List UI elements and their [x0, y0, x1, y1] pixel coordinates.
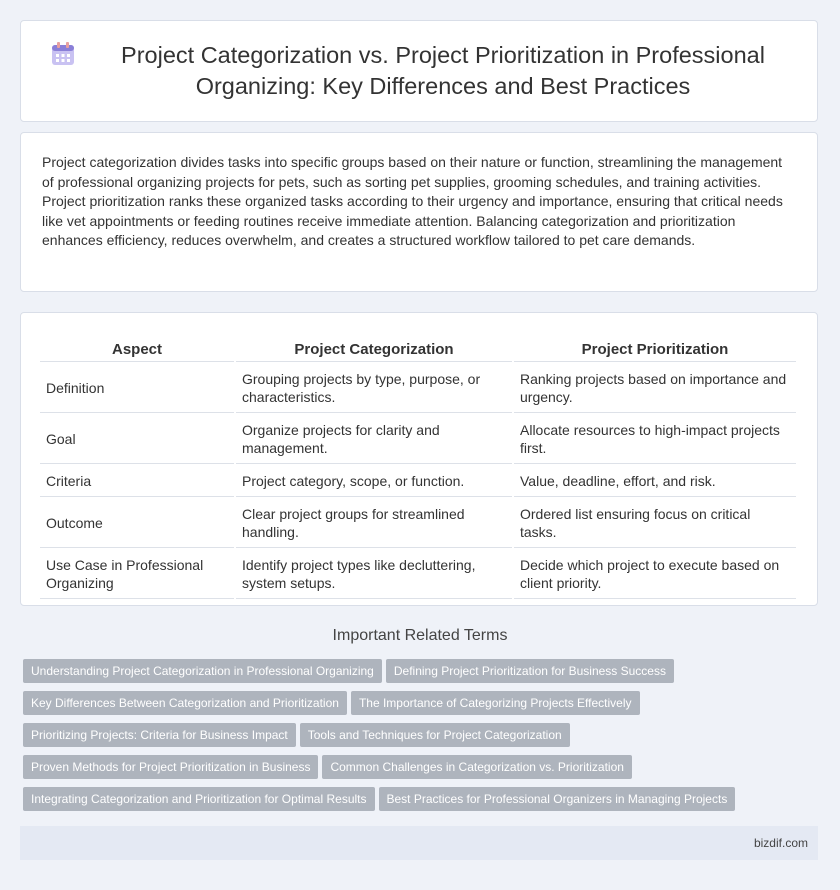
footer — [20, 826, 818, 860]
table-cell: Criteria — [40, 466, 234, 497]
table-cell: Allocate resources to high-impact projects first. — [514, 415, 796, 464]
related-term-tag[interactable]: Key Differences Between Categorization and Prioritization — [23, 691, 347, 715]
table-cell: Grouping projects by type, purpose, or characteristics. — [236, 364, 512, 413]
table-header-row — [40, 337, 796, 362]
table-cell: Definition — [40, 364, 234, 413]
footer-site-link[interactable]: bizdif.com — [753, 836, 808, 850]
related-term-tag[interactable]: Proven Methods for Project Prioritization in Business — [23, 755, 318, 779]
table-cell: Project category, scope, or function. — [236, 466, 512, 497]
table-cell: Goal — [40, 415, 234, 464]
calendar-icon — [50, 41, 76, 67]
table-row — [40, 550, 796, 599]
table-row — [40, 415, 796, 464]
related-term-tag[interactable]: The Importance of Categorizing Projects Effectively — [351, 691, 640, 715]
table-cell: Identify project types like decluttering, system setups. — [236, 550, 512, 599]
table-cell: Ranking projects based on importance and urgency. — [514, 364, 796, 413]
title-wrap — [50, 40, 788, 102]
table-cell: Clear project groups for streamlined handling. — [236, 499, 512, 548]
related-term-tag[interactable]: Tools and Techniques for Project Categorization — [300, 723, 570, 747]
related-terms-title: Important Related Terms — [332, 627, 508, 644]
table-row — [40, 499, 796, 548]
related-term-tag[interactable]: Defining Project Prioritization for Business Success — [386, 659, 674, 683]
table-cell: Use Case in Professional Organizing — [40, 550, 234, 599]
header-prioritization: Project Prioritization — [514, 337, 796, 362]
comparison-card — [20, 312, 818, 606]
table-cell: Value, deadline, effort, and risk. — [514, 466, 796, 497]
related-terms-list — [23, 659, 803, 819]
related-term-tag[interactable]: Common Challenges in Categorization vs. Prioritization — [322, 755, 631, 779]
intro-paragraph: Project categorization divides tasks into specific groups based on their nature or function, streamlining the management of professional organizing projects for pets, such as sorting pet supplies, grooming schedules, and training activities. Project prioritization ranks these organized tasks according to their urgency and importance, ensuring that critical needs like vet appointments or feeding routines receive immediate attention. Balancing categorization and prioritization enhances efficiency, reduces overwhelm, and creates a structured workflow tailored to pet care demands. — [42, 154, 783, 249]
page-title: Project Categorization vs. Project Prioritization in Professional Organizing: Key Differences and Best Practices — [121, 42, 765, 99]
title-card — [20, 20, 818, 122]
table-cell: Outcome — [40, 499, 234, 548]
header-aspect: Aspect — [40, 337, 234, 362]
intro-card — [20, 132, 818, 292]
table-cell: Ordered list ensuring focus on critical tasks. — [514, 499, 796, 548]
comparison-table — [38, 335, 798, 601]
table-cell: Decide which project to execute based on client priority. — [514, 550, 796, 599]
related-term-tag[interactable]: Understanding Project Categorization in Professional Organizing — [23, 659, 382, 683]
related-term-tag[interactable]: Integrating Categorization and Prioritization for Optimal Results — [23, 787, 375, 811]
related-term-tag[interactable]: Prioritizing Projects: Criteria for Business Impact — [23, 723, 296, 747]
table-row — [40, 466, 796, 497]
table-cell: Organize projects for clarity and management. — [236, 415, 512, 464]
header-categorization: Project Categorization — [236, 337, 512, 362]
table-row — [40, 364, 796, 413]
related-term-tag[interactable]: Best Practices for Professional Organizers in Managing Projects — [379, 787, 736, 811]
